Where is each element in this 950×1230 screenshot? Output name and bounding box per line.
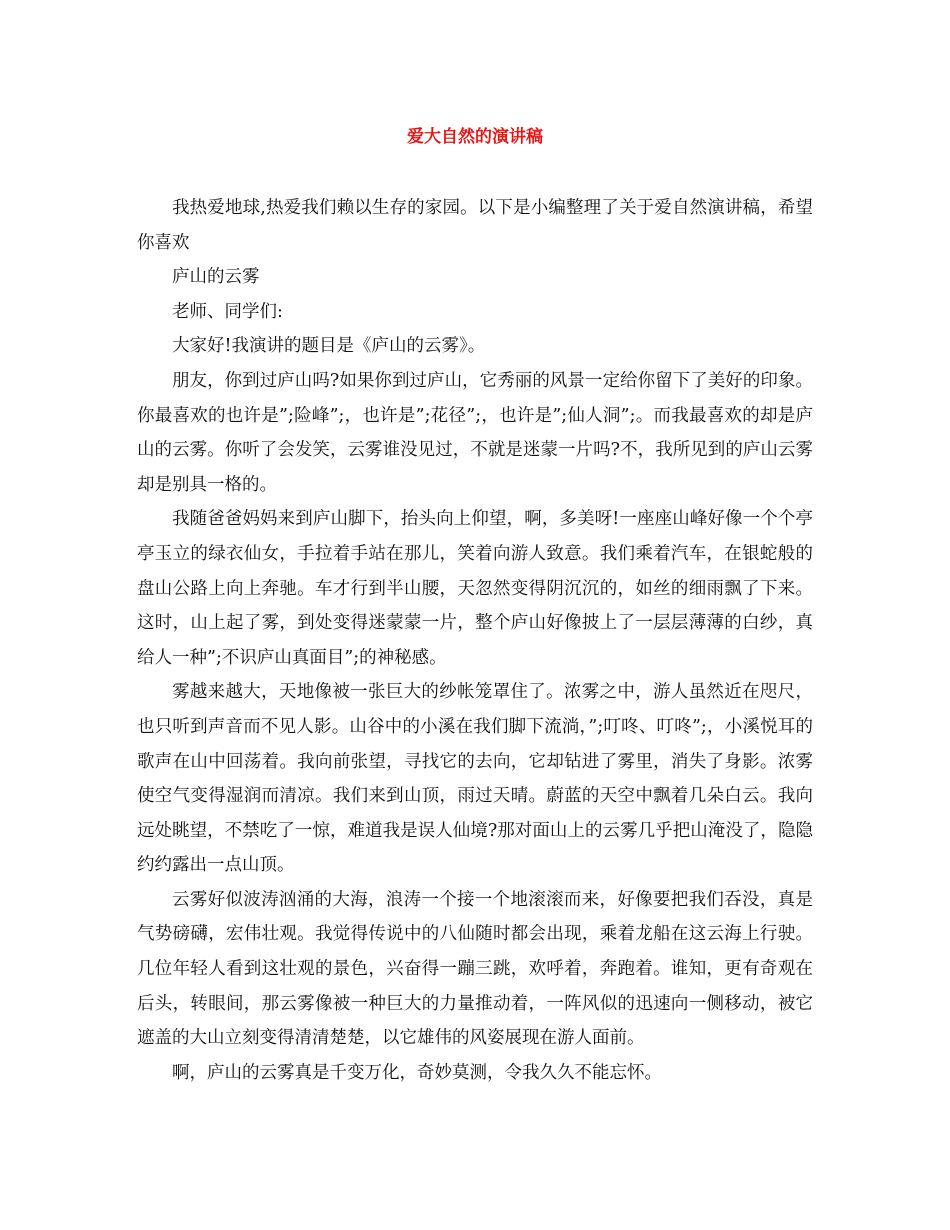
document-body [137, 191, 813, 1090]
paragraph-body-2: 我随爸爸妈妈来到庐山脚下，抬头向上仰望，啊，多美呀!一座座山峰好像一个个亭亭玉立的绿衣仙女，手拉着手站在那儿，笑着向游人致意。我们乘着汽车，在银蛇般的盘山公路上向上奔驰。车才行到半山腰，天忽然变得阴沉沉的，如丝的细雨飘了下来。这时，山上起了雾，到处变得迷蒙蒙一片，整个庐山好像披上了一层层薄薄的白纱，真给人一种”;不识庐山真面目”;的神秘感。 [137, 509, 813, 668]
paragraph-intro: 我热爱地球,热爱我们赖以生存的家园。以下是小编整理了关于爱自然演讲稿，希望你喜欢 [137, 198, 813, 253]
paragraph-body-4: 云雾好似波涛汹涌的大海，浪涛一个接一个地滚滚而来，好像要把我们吞没，真是气势磅礴，宏伟壮观。我觉得传说中的八仙随时都会出现，乘着龙船在这云海上行驶。几位年轻人看到这壮观的景色，兴奋得一蹦三跳，欢呼着，奔跑着。谁知，更有奇观在后头，转眼间，那云雾像被一种巨大的力量推动着，一阵风似的迅速向一侧移动，被它遮盖的大山立刻变得清清楚楚，以它雄伟的风姿展现在游人面前。 [137, 889, 813, 1049]
paragraph-greeting: 大家好!我演讲的题目是《庐山的云雾》。 [172, 336, 486, 357]
paragraph-salutation: 老师、同学们: [172, 301, 283, 322]
document-title: 爱大自然的演讲稿 [407, 127, 543, 147]
paragraph-body-3: 雾越来越大，天地像被一张巨大的纱帐笼罩住了。浓雾之中，游人虽然近在咫尺，也只听到声音而不见人影。山谷中的小溪在我们脚下流淌，”;叮咚、叮咚”;，小溪悦耳的歌声在山中回荡着。我向前张望，寻找它的去向，它却钻进了雾里，消失了身影。浓雾使空气变得湿润而清凉。我们来到山顶，雨过天晴。蔚蓝的天空中飘着几朵白云。我向远处眺望，不禁吃了一惊，难道我是误人仙境?那对面山上的云雾几乎把山淹没了，隐隐约约露出一点山顶。 [137, 682, 813, 876]
paragraph-conclusion: 啊，庐山的云雾真是千变万化，奇妙莫测，令我久久不能忘怀。 [172, 1062, 662, 1083]
paragraph-speech-title: 庐山的云雾 [172, 267, 260, 288]
paragraph-body-1: 朋友，你到过庐山吗?如果你到过庐山，它秀丽的风景一定给你留下了美好的印象。你最喜欢的也许是”;险峰”;，也许是”;花径”;，也许是”;仙人洞”;。而我最喜欢的却是庐山的云雾。你听了会发笑，云雾谁没见过，不就是迷蒙一片吗?不，我所见到的庐山云雾却是别具一格的。 [137, 370, 813, 495]
